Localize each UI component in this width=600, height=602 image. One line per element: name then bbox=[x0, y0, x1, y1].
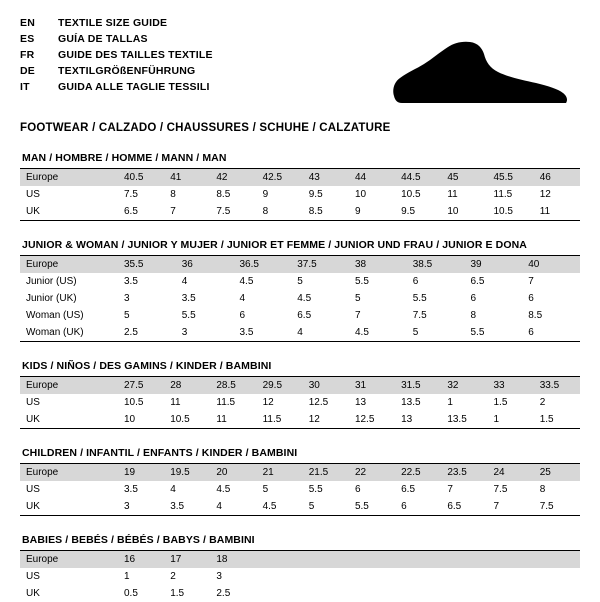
row-label: UK bbox=[26, 501, 40, 512]
table-cell: 6 bbox=[528, 327, 534, 338]
size-table bbox=[20, 551, 580, 602]
table-cell: 10 bbox=[447, 206, 459, 217]
table-row bbox=[20, 585, 580, 602]
table-cell: 4 bbox=[297, 327, 303, 338]
table-cell: 1 bbox=[447, 397, 453, 408]
table-cell: 13 bbox=[354, 397, 367, 408]
language-code: FR bbox=[20, 49, 35, 61]
row-label: Junior (US) bbox=[26, 276, 77, 287]
table-cell: 8.5 bbox=[216, 189, 231, 200]
table-cell: 7.5 bbox=[216, 206, 231, 217]
table-cell: 5.5 bbox=[181, 310, 196, 321]
size-block-children bbox=[20, 447, 580, 516]
size-table bbox=[20, 377, 580, 428]
divider bbox=[20, 515, 580, 516]
table-row bbox=[20, 551, 580, 568]
table-row bbox=[20, 203, 580, 220]
size-table bbox=[20, 169, 580, 220]
table-cell: 6 bbox=[470, 293, 477, 304]
table-row bbox=[20, 481, 580, 498]
table-cell: 6 bbox=[239, 310, 246, 321]
table-cell-empty bbox=[257, 568, 303, 585]
table-cell: 11.5 bbox=[216, 397, 236, 408]
table-cell-empty bbox=[303, 585, 349, 602]
table-cell: 5.5 bbox=[470, 327, 485, 338]
language-code: DE bbox=[20, 65, 35, 77]
table-cell: 36 bbox=[176, 256, 234, 273]
table-cell: 7 bbox=[493, 501, 500, 512]
table-cell: 3.5 bbox=[124, 484, 138, 495]
row-label: US bbox=[26, 484, 40, 495]
table-cell: 7.5 bbox=[412, 310, 427, 321]
divider bbox=[20, 220, 580, 221]
table-cell: 7.5 bbox=[539, 501, 554, 512]
table-cell: 39 bbox=[465, 256, 523, 273]
row-label: Europe bbox=[20, 256, 118, 273]
table-cell-empty bbox=[488, 568, 534, 585]
table-row bbox=[20, 169, 580, 186]
table-cell: 33 bbox=[488, 377, 534, 394]
table-cell: 24 bbox=[488, 464, 534, 481]
table-cell: 6.5 bbox=[470, 276, 485, 287]
row-label: Woman (US) bbox=[26, 310, 84, 321]
table-cell-empty bbox=[488, 585, 534, 602]
table-cell: 35.5 bbox=[118, 256, 176, 273]
table-cell: 5.5 bbox=[308, 484, 323, 495]
table-cell: 31.5 bbox=[395, 377, 441, 394]
table-cell: 45.5 bbox=[488, 169, 534, 186]
table-cell: 8 bbox=[470, 310, 477, 321]
table-cell: 1.5 bbox=[493, 397, 508, 408]
table-cell: 4.5 bbox=[216, 484, 231, 495]
language-row bbox=[20, 80, 213, 96]
table-cell: 1 bbox=[124, 571, 130, 582]
table-cell-empty bbox=[395, 551, 441, 568]
table-row bbox=[20, 377, 580, 394]
row-label: Europe bbox=[20, 464, 118, 481]
table-cell: 36.5 bbox=[234, 256, 292, 273]
table-cell: 10 bbox=[124, 414, 136, 425]
size-block-kids bbox=[20, 360, 580, 429]
block-title: JUNIOR & WOMAN / JUNIOR Y MUJER / JUNIOR ET FEMME / JUNIOR UND FRAU / JUNIOR E DONA bbox=[22, 239, 527, 251]
table-row bbox=[20, 256, 580, 273]
table-cell: 5.5 bbox=[355, 276, 369, 287]
table-cell: 4.5 bbox=[297, 293, 312, 304]
language-row bbox=[20, 64, 213, 80]
table-cell: 19.5 bbox=[164, 464, 210, 481]
block-title: KIDS / NIÑOS / DES GAMINS / KINDER / BAMBINI bbox=[22, 360, 272, 372]
table-cell: 18 bbox=[210, 551, 256, 568]
row-label: Europe bbox=[20, 551, 118, 568]
table-cell-empty bbox=[534, 551, 580, 568]
table-cell: 3 bbox=[124, 293, 130, 304]
language-row bbox=[20, 32, 213, 48]
table-cell: 5 bbox=[297, 276, 303, 287]
table-row bbox=[20, 498, 580, 515]
table-cell: 10 bbox=[354, 189, 367, 200]
divider bbox=[20, 428, 580, 429]
table-cell: 42 bbox=[210, 169, 256, 186]
table-cell: 27.5 bbox=[118, 377, 164, 394]
language-title: GUIDE DES TAILLES TEXTILE bbox=[58, 49, 213, 61]
table-cell: 19 bbox=[118, 464, 164, 481]
table-cell: 31 bbox=[349, 377, 395, 394]
table-cell: 10.5 bbox=[124, 397, 144, 408]
table-cell: 21 bbox=[257, 464, 303, 481]
table-row bbox=[20, 411, 580, 428]
table-cell: 10.5 bbox=[170, 414, 190, 425]
table-cell: 12 bbox=[262, 397, 274, 408]
header bbox=[20, 16, 580, 112]
table-cell: 11 bbox=[170, 397, 181, 408]
table-cell: 28.5 bbox=[210, 377, 256, 394]
table-cell: 11 bbox=[539, 206, 551, 217]
row-label: Junior (UK) bbox=[26, 293, 77, 304]
table-cell: 4 bbox=[181, 276, 188, 287]
table-cell: 5.5 bbox=[412, 293, 427, 304]
section-title: FOOTWEAR / CALZADO / CHAUSSURES / SCHUHE / CALZATURE bbox=[20, 122, 391, 134]
table-cell-empty bbox=[257, 585, 303, 602]
table-cell-empty bbox=[441, 568, 487, 585]
table-cell: 32 bbox=[441, 377, 487, 394]
table-cell: 1.5 bbox=[539, 414, 554, 425]
table-cell-empty bbox=[395, 568, 441, 585]
table-cell: 12 bbox=[539, 189, 551, 200]
language-rows bbox=[20, 16, 213, 96]
row-label: Europe bbox=[20, 169, 118, 186]
row-label: Europe bbox=[20, 377, 118, 394]
table-cell: 6.5 bbox=[447, 501, 462, 512]
table-cell: 5 bbox=[262, 484, 269, 495]
table-cell: 8 bbox=[539, 484, 546, 495]
table-cell: 38.5 bbox=[407, 256, 465, 273]
table-cell: 28 bbox=[164, 377, 210, 394]
table-cell: 5 bbox=[355, 293, 361, 304]
language-title: GUIDA ALLE TAGLIE TESSILI bbox=[58, 81, 210, 93]
table-cell: 17 bbox=[164, 551, 210, 568]
table-cell: 3.5 bbox=[239, 327, 254, 338]
table-cell: 5.5 bbox=[354, 501, 369, 512]
table-cell-empty bbox=[441, 551, 487, 568]
block-title: BABIES / BEBÉS / BÉBÉS / BABYS / BAMBINI bbox=[22, 534, 255, 546]
table-cell: 3.5 bbox=[181, 293, 196, 304]
table-cell: 12 bbox=[308, 414, 320, 425]
table-cell: 11 bbox=[447, 189, 458, 200]
table-cell: 40.5 bbox=[118, 169, 164, 186]
table-cell: 9 bbox=[262, 189, 269, 200]
table-cell: 8.5 bbox=[528, 310, 543, 321]
row-label: Woman (UK) bbox=[26, 327, 84, 338]
block-title: MAN / HOMBRE / HOMME / MANN / MAN bbox=[22, 152, 227, 164]
table-cell: 4.5 bbox=[355, 327, 369, 338]
table-cell: 3.5 bbox=[170, 501, 185, 512]
table-cell: 2.5 bbox=[216, 588, 231, 599]
table-cell: 7 bbox=[528, 276, 534, 287]
row-label: US bbox=[26, 571, 40, 582]
dress-shoe-icon bbox=[382, 38, 572, 108]
row-label: US bbox=[26, 397, 40, 408]
table-cell: 7.5 bbox=[124, 189, 138, 200]
table-cell: 8 bbox=[170, 189, 176, 200]
table-cell: 6 bbox=[528, 293, 534, 304]
language-title: GUÍA DE TALLAS bbox=[58, 33, 148, 45]
table-cell: 0.5 bbox=[124, 588, 138, 599]
table-cell: 4.5 bbox=[262, 501, 277, 512]
table-cell: 33.5 bbox=[534, 377, 580, 394]
size-table bbox=[20, 256, 580, 341]
table-cell: 10.5 bbox=[493, 206, 513, 217]
table-cell: 44.5 bbox=[395, 169, 441, 186]
table-cell: 13.5 bbox=[447, 414, 467, 425]
table-cell-empty bbox=[441, 585, 487, 602]
table-cell: 4.5 bbox=[239, 276, 254, 287]
table-cell: 4 bbox=[170, 484, 176, 495]
language-code: EN bbox=[20, 17, 35, 29]
size-block-babies bbox=[20, 534, 580, 602]
table-cell: 21.5 bbox=[303, 464, 349, 481]
table-cell: 16 bbox=[118, 551, 164, 568]
table-cell: 6 bbox=[354, 484, 361, 495]
table-cell: 4 bbox=[239, 293, 246, 304]
table-cell: 22.5 bbox=[395, 464, 441, 481]
table-cell: 3.5 bbox=[124, 276, 138, 287]
table-cell: 20 bbox=[210, 464, 256, 481]
language-row bbox=[20, 16, 213, 32]
row-label: US bbox=[26, 189, 40, 200]
language-titles bbox=[20, 16, 213, 96]
row-label: UK bbox=[26, 588, 40, 599]
table-cell: 3 bbox=[216, 571, 222, 582]
size-table bbox=[20, 464, 580, 515]
table-cell: 9.5 bbox=[308, 189, 323, 200]
language-row bbox=[20, 48, 213, 64]
table-cell: 2 bbox=[539, 397, 546, 408]
table-cell-empty bbox=[534, 568, 580, 585]
table-cell: 5 bbox=[412, 327, 419, 338]
table-cell: 6.5 bbox=[401, 484, 416, 495]
language-code: ES bbox=[20, 33, 35, 45]
language-title: TEXTILGRÖßENFÜHRUNG bbox=[58, 65, 196, 77]
row-label: UK bbox=[26, 206, 40, 217]
table-cell: 37.5 bbox=[291, 256, 349, 273]
table-cell: 13.5 bbox=[401, 397, 421, 408]
table-cell: 45 bbox=[441, 169, 487, 186]
table-row bbox=[20, 307, 580, 324]
table-cell-empty bbox=[349, 551, 395, 568]
table-cell: 43 bbox=[303, 169, 349, 186]
table-cell: 29.5 bbox=[257, 377, 303, 394]
table-cell: 40 bbox=[522, 256, 580, 273]
table-cell: 30 bbox=[303, 377, 349, 394]
table-row bbox=[20, 186, 580, 203]
table-cell: 6.5 bbox=[124, 206, 138, 217]
table-cell: 41 bbox=[164, 169, 210, 186]
table-row bbox=[20, 290, 580, 307]
table-cell: 38 bbox=[349, 256, 407, 273]
table-cell-empty bbox=[349, 568, 395, 585]
table-cell: 6.5 bbox=[297, 310, 312, 321]
table-cell: 42.5 bbox=[257, 169, 303, 186]
table-cell-empty bbox=[395, 585, 441, 602]
table-cell: 2 bbox=[170, 571, 176, 582]
table-cell: 1 bbox=[493, 414, 500, 425]
table-cell: 5 bbox=[308, 501, 315, 512]
table-cell-empty bbox=[257, 551, 303, 568]
table-cell: 11.5 bbox=[262, 414, 282, 425]
table-cell: 6 bbox=[412, 276, 419, 287]
table-cell: 12.5 bbox=[308, 397, 329, 408]
language-code: IT bbox=[20, 81, 30, 93]
table-cell: 3 bbox=[181, 327, 188, 338]
table-cell: 6 bbox=[401, 501, 407, 512]
table-cell: 1.5 bbox=[170, 588, 185, 599]
table-cell: 13 bbox=[401, 414, 413, 425]
table-cell: 7 bbox=[447, 484, 453, 495]
table-row bbox=[20, 394, 580, 411]
table-cell: 23.5 bbox=[441, 464, 487, 481]
divider bbox=[20, 341, 580, 342]
table-cell-empty bbox=[303, 568, 349, 585]
table-cell: 11 bbox=[216, 414, 227, 425]
table-cell: 22 bbox=[349, 464, 395, 481]
table-cell: 44 bbox=[349, 169, 395, 186]
table-cell: 3 bbox=[124, 501, 130, 512]
table-row bbox=[20, 273, 580, 290]
table-row bbox=[20, 324, 580, 341]
table-cell: 9 bbox=[354, 206, 361, 217]
table-cell-empty bbox=[303, 551, 349, 568]
table-cell: 7.5 bbox=[493, 484, 508, 495]
size-block-man bbox=[20, 152, 580, 221]
table-cell: 25 bbox=[534, 464, 580, 481]
table-cell: 9.5 bbox=[401, 206, 416, 217]
table-cell: 7 bbox=[170, 206, 176, 217]
table-cell: 4 bbox=[216, 501, 222, 512]
table-cell: 10.5 bbox=[401, 189, 421, 200]
table-row bbox=[20, 568, 580, 585]
block-title: CHILDREN / INFANTIL / ENFANTS / KINDER / BAMBINI bbox=[22, 447, 298, 459]
table-cell: 7 bbox=[355, 310, 361, 321]
table-cell: 2.5 bbox=[124, 327, 138, 338]
language-title: TEXTILE SIZE GUIDE bbox=[58, 17, 168, 29]
table-cell: 8 bbox=[262, 206, 269, 217]
table-cell: 8.5 bbox=[308, 206, 323, 217]
table-cell-empty bbox=[488, 551, 534, 568]
size-block-junior-woman bbox=[20, 239, 580, 342]
row-label: UK bbox=[26, 414, 40, 425]
table-cell: 5 bbox=[124, 310, 130, 321]
table-row bbox=[20, 464, 580, 481]
table-cell-empty bbox=[534, 585, 580, 602]
table-cell-empty bbox=[349, 585, 395, 602]
table-cell: 12.5 bbox=[354, 414, 375, 425]
table-cell: 11.5 bbox=[493, 189, 513, 200]
table-cell: 46 bbox=[534, 169, 580, 186]
